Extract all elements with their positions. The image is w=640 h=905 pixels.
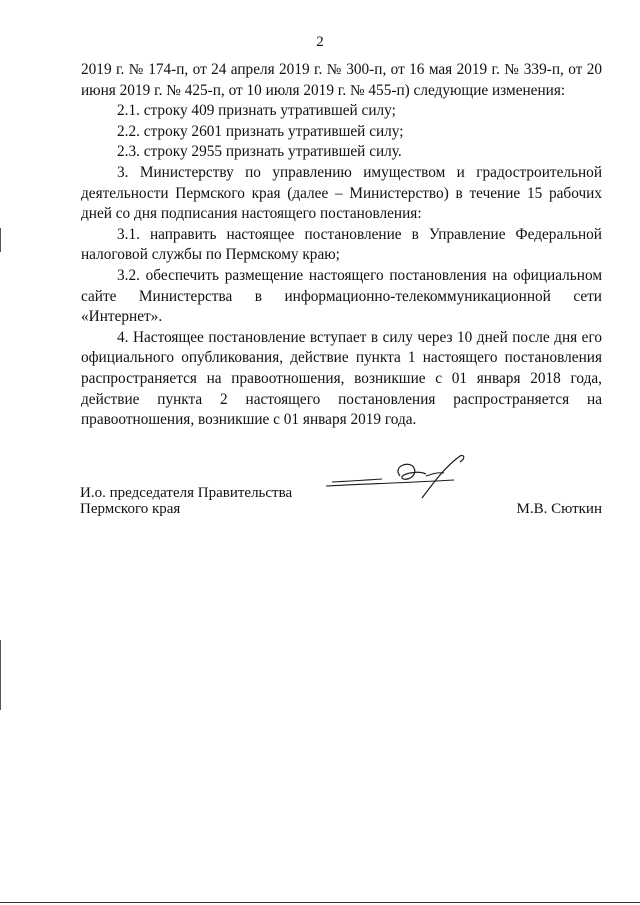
signatory-position-line2: Пермского края — [80, 501, 181, 517]
signatory-position-line1: И.о. председателя Правительства — [80, 485, 293, 501]
scan-edge-mark — [0, 640, 1, 710]
paragraph-3-2: 3.2. обеспечить размещение настоящего постановления на официальном сайте Министерства в информационно-телекоммуникационной сети «Интернет». — [81, 266, 602, 326]
paragraph-2-2: 2.2. строку 2601 признать утратившей силу; — [117, 122, 404, 140]
signatory-position — [80, 485, 292, 517]
paragraph-3: 3. Министерству по управлению имуществом и градостроительной деятельности Пермского края (далее – Министерство) в течение 15 рабочих дней со дня подписания настоящего постановления: — [81, 163, 602, 223]
handwritten-signature — [322, 452, 472, 504]
scan-bottom-edge — [0, 902, 640, 903]
paragraph-4: 4. Настоящее постановление вступает в силу через 10 дней после дня его официального опубликования, действие пункта 1 настоящего постановления распространяется на правоотношения, возникшие с 01 января 2018 года, действие пункта 2 настоящего постановления распространяется на правоотношения, возникшие с 01 января 2019 года. — [81, 328, 602, 429]
page-number: 2 — [316, 34, 324, 50]
paragraph-3-1: 3.1. направить настоящее постановление в Управление Федеральной налоговой службы по Пермскому краю; — [81, 225, 602, 264]
signatory-name: М.В. Сюткин — [516, 501, 602, 517]
scan-edge-mark — [0, 228, 1, 252]
paragraph-2-1: 2.1. строку 409 признать утратившей силу; — [117, 102, 396, 120]
document-body — [81, 60, 602, 431]
paragraph-1: 2019 г. № 174-п, от 24 апреля 2019 г. № 300-п, от 16 мая 2019 г. № 339-п, от 20 июня 2019 г. № 425-п, от 10 июля 2019 г. № 455-п) следующие изменения: — [81, 61, 602, 99]
paragraph-2-3: 2.3. строку 2955 признать утратившей силу. — [117, 143, 402, 161]
